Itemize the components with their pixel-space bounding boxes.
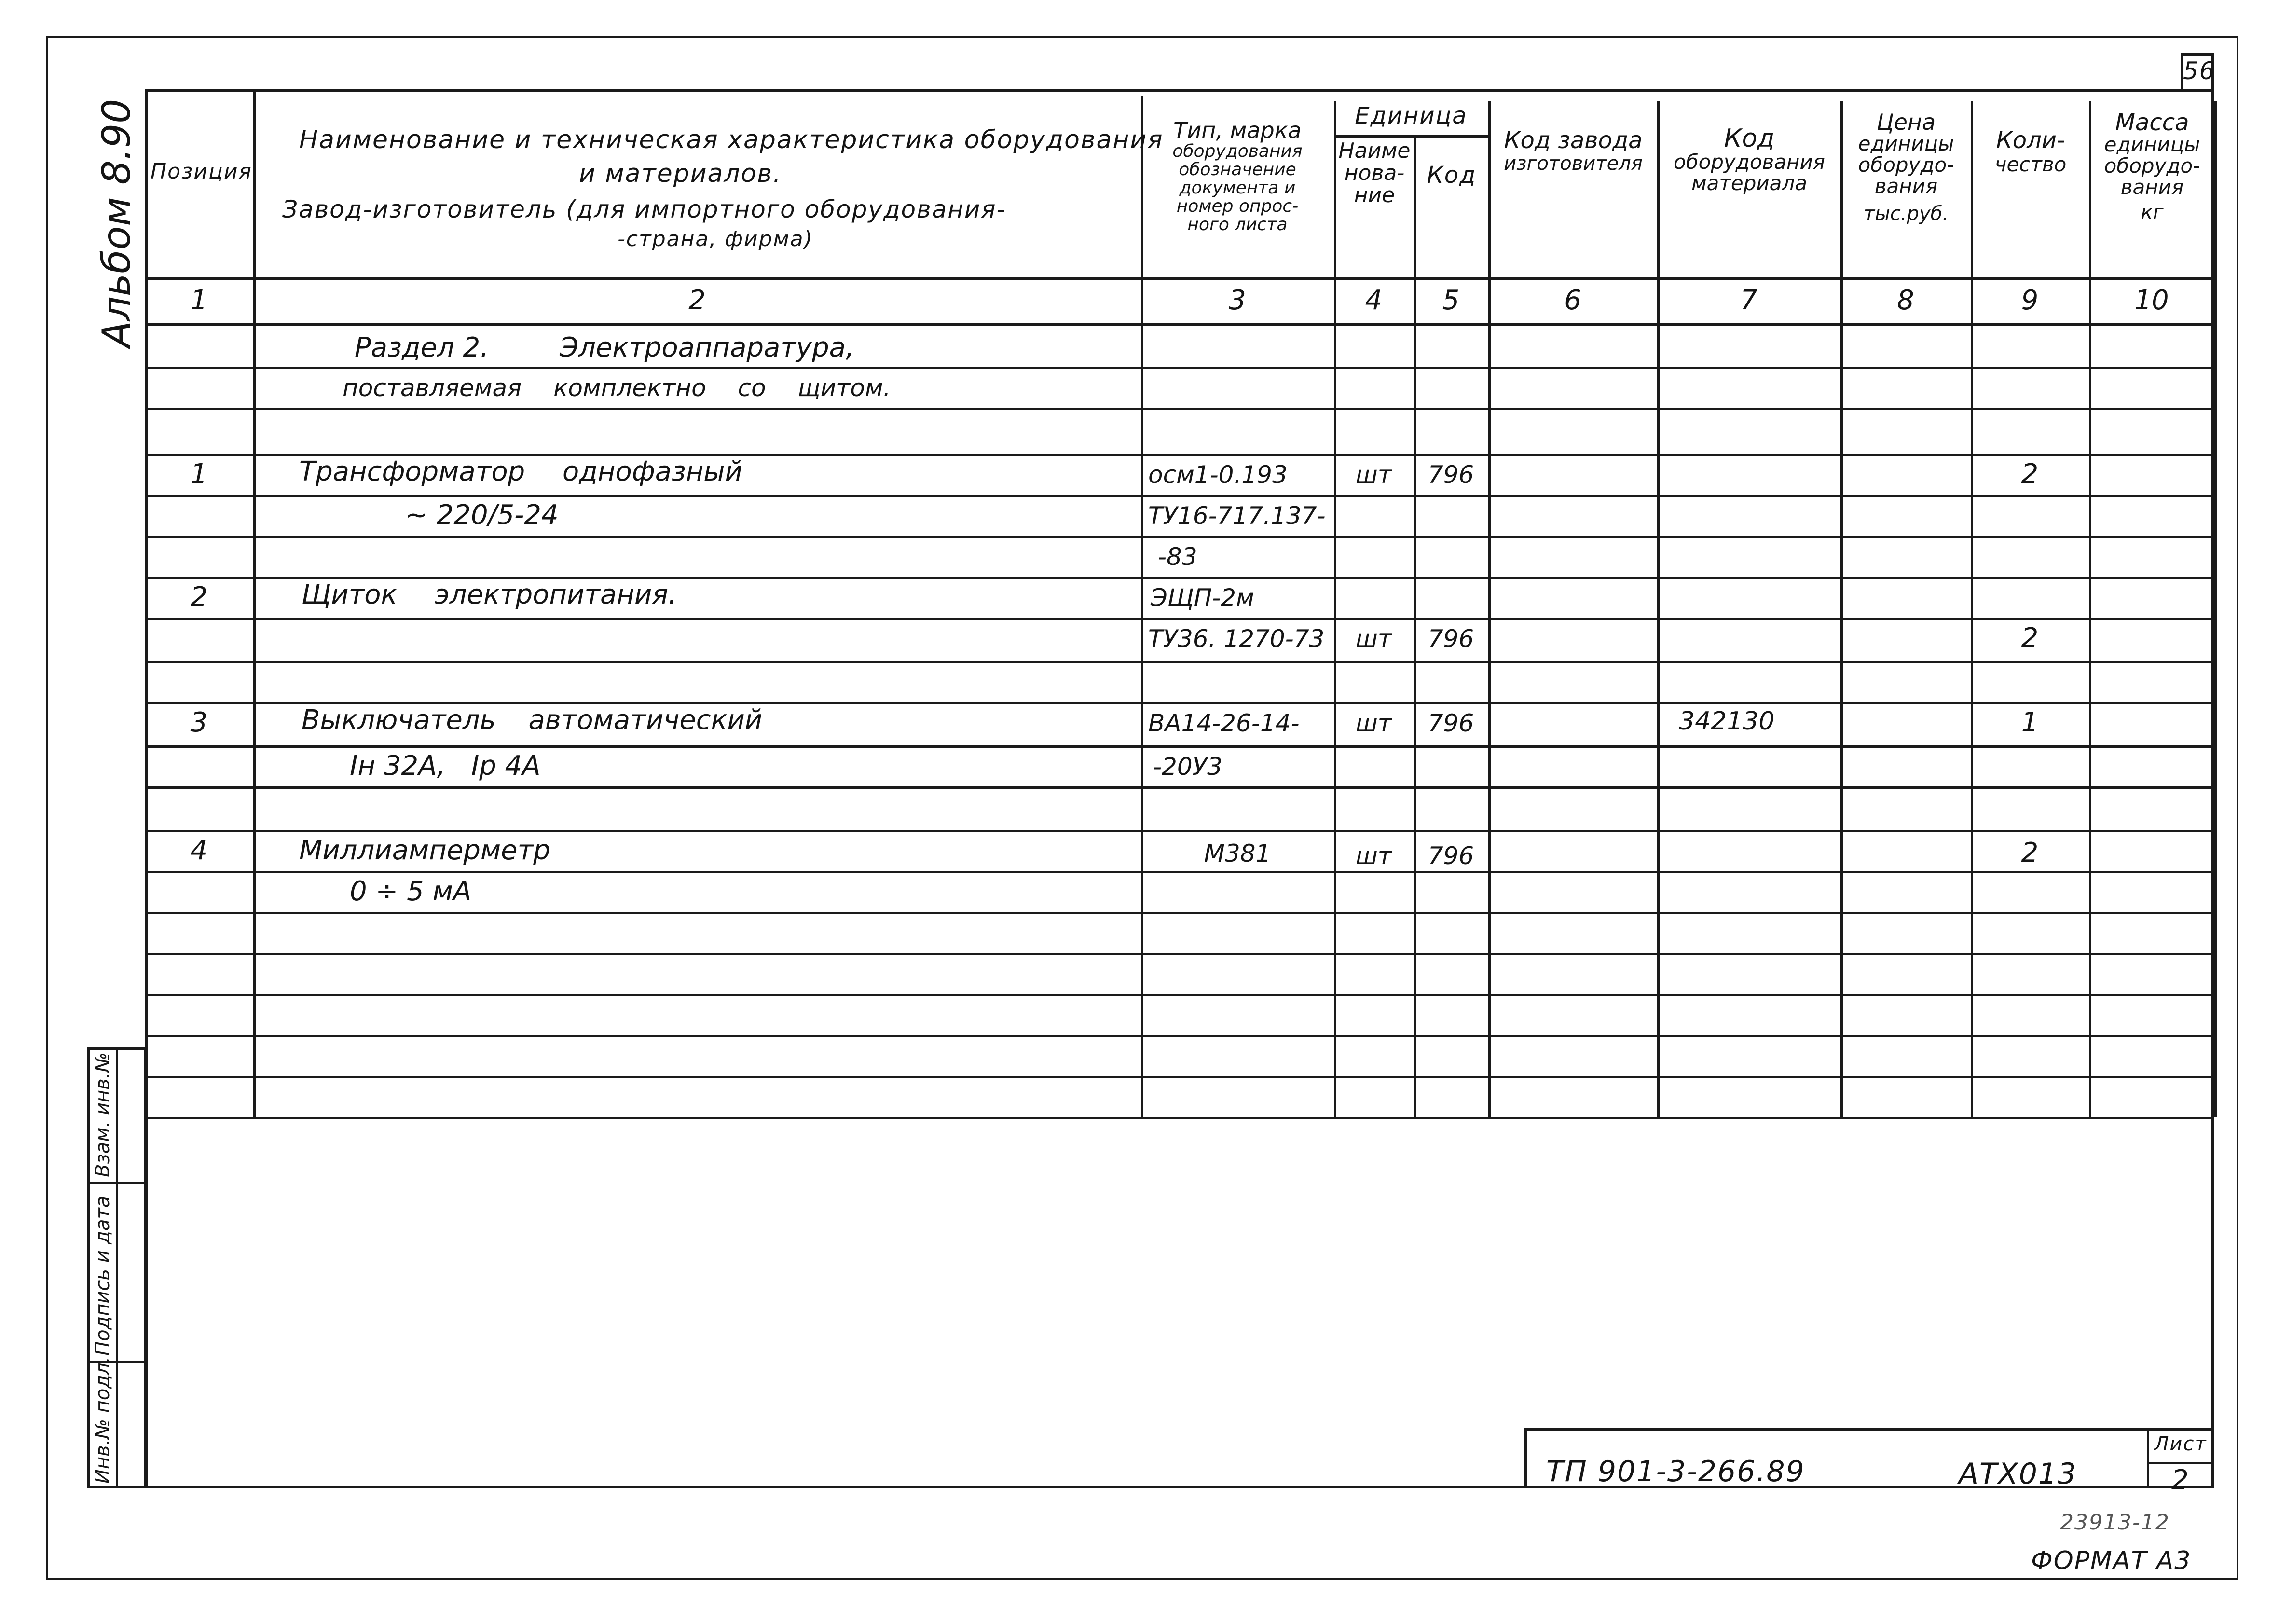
section-title-b: Электроаппаратура,: [560, 332, 854, 363]
doc-code: ТП 901-3-266.89: [1546, 1455, 1805, 1488]
sheet-code: АТХ013: [1959, 1457, 2077, 1491]
row-3-qty: 1: [2021, 707, 2039, 738]
section-title-a: Раздел 2.: [355, 332, 489, 363]
header-col4-l2: нова-: [1344, 161, 1405, 185]
header-col10-l3: оборудо-: [2104, 154, 2200, 178]
header-col2-line3: Завод-изготовитель (для импортного оборудования-: [282, 195, 1006, 223]
header-col4-l3: ние: [1354, 183, 1395, 207]
unit-group-line: [1334, 135, 1488, 138]
row-4-qty: 2: [2021, 837, 2039, 868]
header-col10: [2091, 111, 2213, 227]
row-3-type: ВА14-26-14-: [1148, 709, 1300, 737]
header-unit-group: Единица: [1355, 102, 1468, 129]
row-1-name: Трансформатор однофазный: [299, 456, 743, 487]
side-label-replace: Взам. инв.№: [92, 1052, 114, 1177]
archive-number: 23913-12: [2060, 1510, 2170, 1535]
row-line: [145, 536, 2214, 538]
header-col10-l4: вания: [2120, 175, 2184, 199]
colnum-8: 8: [1897, 285, 1914, 316]
row-1-pos: 1: [190, 458, 208, 490]
row-4b-name: 0 ÷ 5 мА: [350, 876, 472, 907]
row-line: [145, 830, 2214, 832]
row-line: [145, 786, 2214, 789]
col-line: [1334, 101, 1336, 1117]
row-line: [145, 745, 2214, 748]
header-col4-l1: Наиме: [1338, 138, 1411, 163]
col-line: [253, 89, 256, 1117]
row-line: [145, 408, 2214, 410]
row-line: [145, 871, 2214, 873]
row-1b-type: ТУ16-717.137-: [1148, 502, 1326, 530]
row-line: [145, 495, 2214, 497]
header-col3-l3: обозначение: [1179, 160, 1296, 179]
row-line: [145, 953, 2214, 955]
header-col7-l3: материала: [1691, 171, 1807, 195]
colnum-9: 9: [2021, 285, 2039, 316]
row-3-pos: 3: [190, 707, 208, 738]
album-label: Альбом 8.90: [94, 98, 139, 347]
colnum-10: 10: [2134, 285, 2169, 316]
page-number: 56: [2183, 57, 2216, 85]
row-line: [145, 277, 2214, 280]
row-1c-type: -83: [1158, 543, 1197, 571]
row-2-type: ЭЩП-2м: [1151, 584, 1254, 612]
row-line: [145, 994, 2214, 996]
row-1-qty: 2: [2021, 458, 2039, 490]
row-2b-unit: шт: [1356, 625, 1392, 653]
colnum-3: 3: [1229, 285, 1246, 316]
header-col3-l6: ного листа: [1187, 215, 1288, 234]
row-2b-code: 796: [1428, 625, 1474, 653]
row-line: [145, 661, 2214, 663]
row-2b-qty: 2: [2021, 622, 2039, 654]
header-col9-l1: Коли-: [1996, 127, 2065, 154]
row-line: [145, 618, 2214, 620]
header-col3-l5: номер опрос-: [1176, 196, 1299, 216]
row-2b-type: ТУ36. 1270-73: [1148, 625, 1325, 653]
format-label: ФОРМАТ А3: [2031, 1546, 2192, 1575]
colnum-6: 6: [1564, 285, 1581, 316]
header-col4: [1336, 140, 1413, 206]
sheet-label: Лист: [2154, 1433, 2207, 1455]
header-col8: [1843, 111, 1969, 231]
row-line: [145, 1035, 2214, 1037]
sheet-number: 2: [2171, 1464, 2190, 1496]
col-line: [1488, 101, 1491, 1117]
header-col6: [1491, 128, 1656, 174]
header-col3-l4: документа и: [1179, 178, 1296, 198]
row-3-name: Выключатель автоматический: [302, 704, 763, 736]
row-2-pos: 2: [190, 581, 208, 613]
row-line: [145, 912, 2214, 914]
side-label-inv: Инв.№ подл.: [92, 1356, 114, 1484]
col-line: [1840, 101, 1843, 1117]
header-col9: [1973, 128, 2088, 176]
col-line: [2089, 101, 2091, 1117]
col-line: [2214, 101, 2217, 1117]
colnum-1: 1: [190, 285, 208, 316]
row-4-unit: шт: [1356, 842, 1392, 870]
header-col5: Код: [1427, 162, 1477, 189]
header-col10-l1: Масса: [2115, 109, 2189, 136]
col-line: [1971, 101, 1973, 1117]
colnum-7: 7: [1740, 285, 1757, 316]
header-col8-l3: оборудо-: [1858, 153, 1954, 177]
side-stamp-divider: [116, 1047, 118, 1488]
side-stamp-sep: [87, 1182, 147, 1184]
side-label-sign: Подпись и дата: [92, 1196, 114, 1356]
row-line: [145, 1117, 2214, 1119]
row-3-code: 796: [1428, 709, 1474, 737]
header-col8-l5: тыс.руб.: [1863, 203, 1949, 225]
header-col7-l2: оборудования: [1673, 150, 1826, 174]
header-col2-line1: Наименование и техническая характеристика оборудования: [299, 125, 1164, 154]
row-2-name: Щиток электропитания.: [302, 579, 677, 610]
row-1b-name: ~ 220/5-24: [405, 499, 559, 531]
colnum-4: 4: [1365, 285, 1383, 316]
header-col7-l1: Код: [1724, 124, 1775, 153]
header-col6-l1: Код завода: [1504, 127, 1643, 154]
row-line: [145, 367, 2214, 369]
row-3-unit: шт: [1356, 709, 1392, 737]
header-col10-l2: единицы: [2104, 133, 2200, 156]
header-col3: [1143, 118, 1332, 234]
header-col7: [1660, 125, 1839, 194]
row-4-name: Миллиамперметр: [299, 835, 550, 866]
row-3b-name: Iн 32А, Iр 4А: [350, 750, 541, 782]
colnum-5: 5: [1442, 285, 1460, 316]
header-col8-l2: единицы: [1858, 132, 1954, 155]
header-col9-l2: чество: [1994, 152, 2067, 176]
header-col8-l1: Цена: [1876, 109, 1936, 135]
header-col10-l5: кг: [2141, 200, 2164, 224]
row-line: [145, 323, 2214, 326]
row-4-pos: 4: [190, 835, 208, 866]
header-col1: Позиция: [151, 159, 253, 184]
header-col8-l4: вания: [1874, 174, 1938, 198]
row-3-mat: 342130: [1679, 707, 1775, 736]
row-3b-type: -20У3: [1153, 753, 1222, 781]
header-col2-line2: и материалов.: [579, 159, 782, 188]
header-col2-line4: -страна, фирма): [618, 227, 813, 251]
section-subtitle: поставляемая комплектно со щитом.: [343, 374, 891, 402]
header-col3-l1: Тип, марка: [1173, 117, 1302, 143]
col-line: [1141, 96, 1143, 1117]
row-4-code: 796: [1428, 842, 1474, 870]
header-col6-l2: изготовителя: [1504, 152, 1643, 175]
col-line: [1657, 101, 1660, 1117]
row-line: [145, 1076, 2214, 1078]
row-1-unit: шт: [1356, 461, 1392, 489]
header-col3-l2: оборудования: [1172, 141, 1303, 161]
row-1-type: осм1-0.193: [1148, 461, 1288, 489]
colnum-2: 2: [688, 285, 706, 316]
row-1-code: 796: [1428, 461, 1474, 489]
row-4-type: М381: [1204, 840, 1271, 867]
